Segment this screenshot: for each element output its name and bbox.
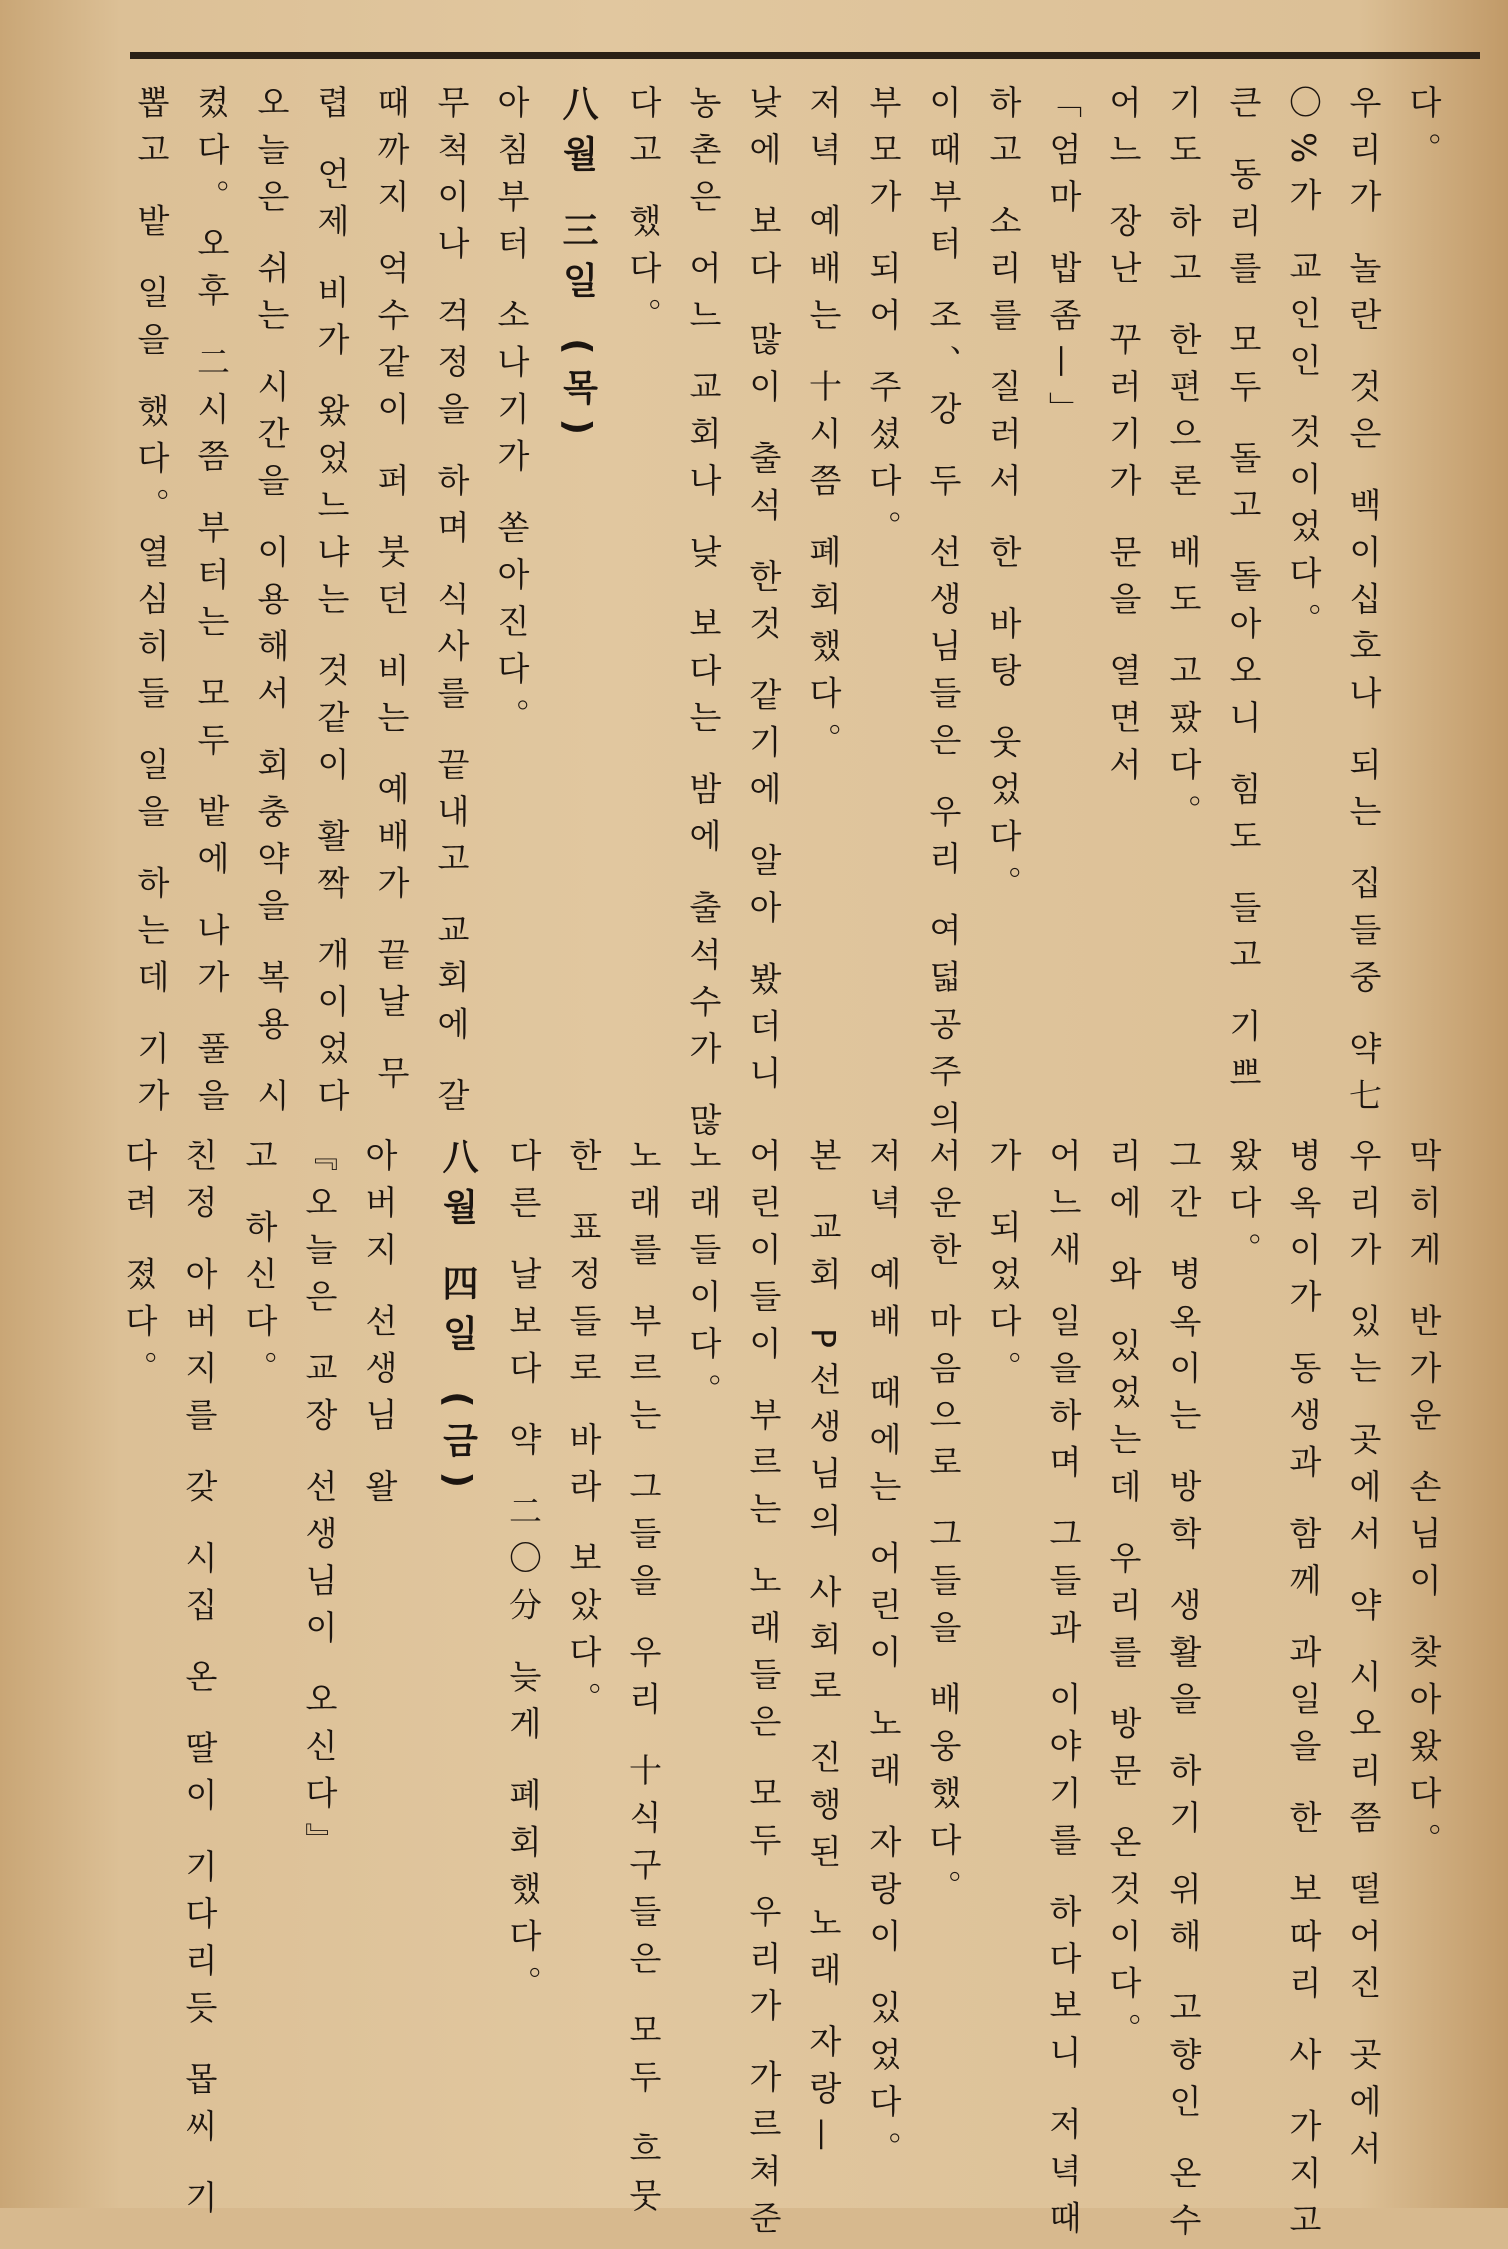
text-line: 서운한 마음으로 그들을 배웅했다。 (924, 1138, 963, 1917)
text-line: 왔다。 (1224, 1138, 1263, 1279)
text-line: 농촌은 어느 교회나 낮 보다는 밤에 출석수가 많 (684, 85, 723, 1150)
text-line: 노래를 부르는 그들을 우리 十식구들은 모두 흐뭇 (624, 1138, 663, 2225)
text-line: 때까지 억수같이 퍼 붓던 비는 예배가 끝날 무 (372, 85, 411, 1103)
text-line: 본 교회 P선생님의 사회로 진행된 노래 자랑— (804, 1138, 843, 2165)
text-line: 어느새 일을하며 그들과 이야기를 하다보니 저녁때 (1044, 1138, 1083, 2248)
text-line: 그간 병옥이는 방학 생활을 하기 위해 고향인 온수 (1164, 1138, 1203, 2249)
text-line: 우리가 놀란 것은 백이십호나 되는 집들중 약七 (1344, 85, 1383, 1125)
text-line: 기도 하고 한편으론 배도 고팠다。 (1164, 85, 1203, 841)
text-line: 『오늘은 교장 선생님이 오신다』 (300, 1138, 339, 1870)
lower-text-block (109, 1138, 1453, 2249)
text-line: 부모가 되어 주셨다。 (864, 85, 903, 557)
text-line: 친정 아버지를 갖 시집 온 딸이 기다리듯 몹씨 기 (180, 1138, 219, 2227)
text-line: 리에 와 있었는데 우리를 방문 온것이다。 (1104, 1138, 1143, 2060)
text-line: 어느 장난 꾸러기가 문을 열면서 (1104, 85, 1143, 794)
text-line: 고 하신다。 (240, 1138, 279, 1398)
date-heading: 八월 三일 (목) (557, 85, 598, 449)
text-line: 뽑고 밭 일을 했다。열심히들 일을 하는데 기가 (132, 85, 171, 1125)
text-line: 다。 (1404, 85, 1443, 179)
text-line: 다고 했다。 (624, 85, 663, 345)
text-line: 다른 날보다 약 二〇分 늦게 폐회했다。 (504, 1138, 543, 2013)
text-line: 오늘은 쉬는 시간을 이용해서 회충약을 복용 시 (252, 85, 291, 1125)
text-line: 〇%가 교인인 것이었다。 (1284, 85, 1323, 650)
text-line: 노래들이다。 (684, 1138, 723, 1420)
text-line: 아버지 선생님 왈 (360, 1138, 399, 1516)
text-line: 저녁 예배는 十시쯤 폐회했다。 (804, 85, 843, 770)
text-line: 다려 졌다。 (120, 1138, 159, 1398)
text-line: 우리가 있는 곳에서 약 시오리쯤 떨어진 곳에서 (1344, 1138, 1383, 2178)
text-line: 병옥이가 동생과 함께 과일을 한 보따리 사 가지고 (1284, 1138, 1323, 2249)
text-line: 하고 소리를 질러서 한 바탕 웃었다。 (984, 85, 1023, 913)
text-line: 한 표정들로 바라 보았다。 (564, 1138, 603, 1729)
text-line: 아침부터 소나기가 쏟아진다。 (492, 85, 531, 745)
text-line: 렵 언제 비가 왔었느냐는 것같이 활짝 개이었다 (312, 85, 351, 1125)
text-line: 어린이들이 부르는 노래들은 모두 우리가 가르쳐준 (744, 1138, 783, 2248)
text-line: 켰다。오후 二시쯤 부터는 모두 밭에 나가 풀을 (192, 85, 231, 1125)
text-line: 「엄마 밥좀—」 (1044, 85, 1083, 439)
text-line: 큰 동리를 모두 돌고 돌아오니 힘도 들고 기쁘 (1224, 85, 1263, 1103)
text-line: 낮에 보다 많이 출석 한것 같기에 알아 봤더니 (744, 85, 783, 1103)
text-line: 저녁 예배 때에는 어린이 노래 자랑이 있었다。 (864, 1138, 903, 2178)
text-line: 무척이나 걱정을 하며 식사를 끝내고 교회에 갈 (432, 85, 471, 1125)
top-rule (130, 52, 1480, 59)
text-line: 막히게 반가운 손님이 찾아왔다。 (1404, 1138, 1443, 1870)
text-line: 이때부터 조、강 두 선생님들은 우리 여덟공주의 (924, 85, 963, 1148)
text-line: 가 되었다。 (984, 1138, 1023, 1398)
upper-text-block (121, 85, 1453, 1150)
date-heading: 八월 四일 (금) (437, 1138, 478, 1502)
